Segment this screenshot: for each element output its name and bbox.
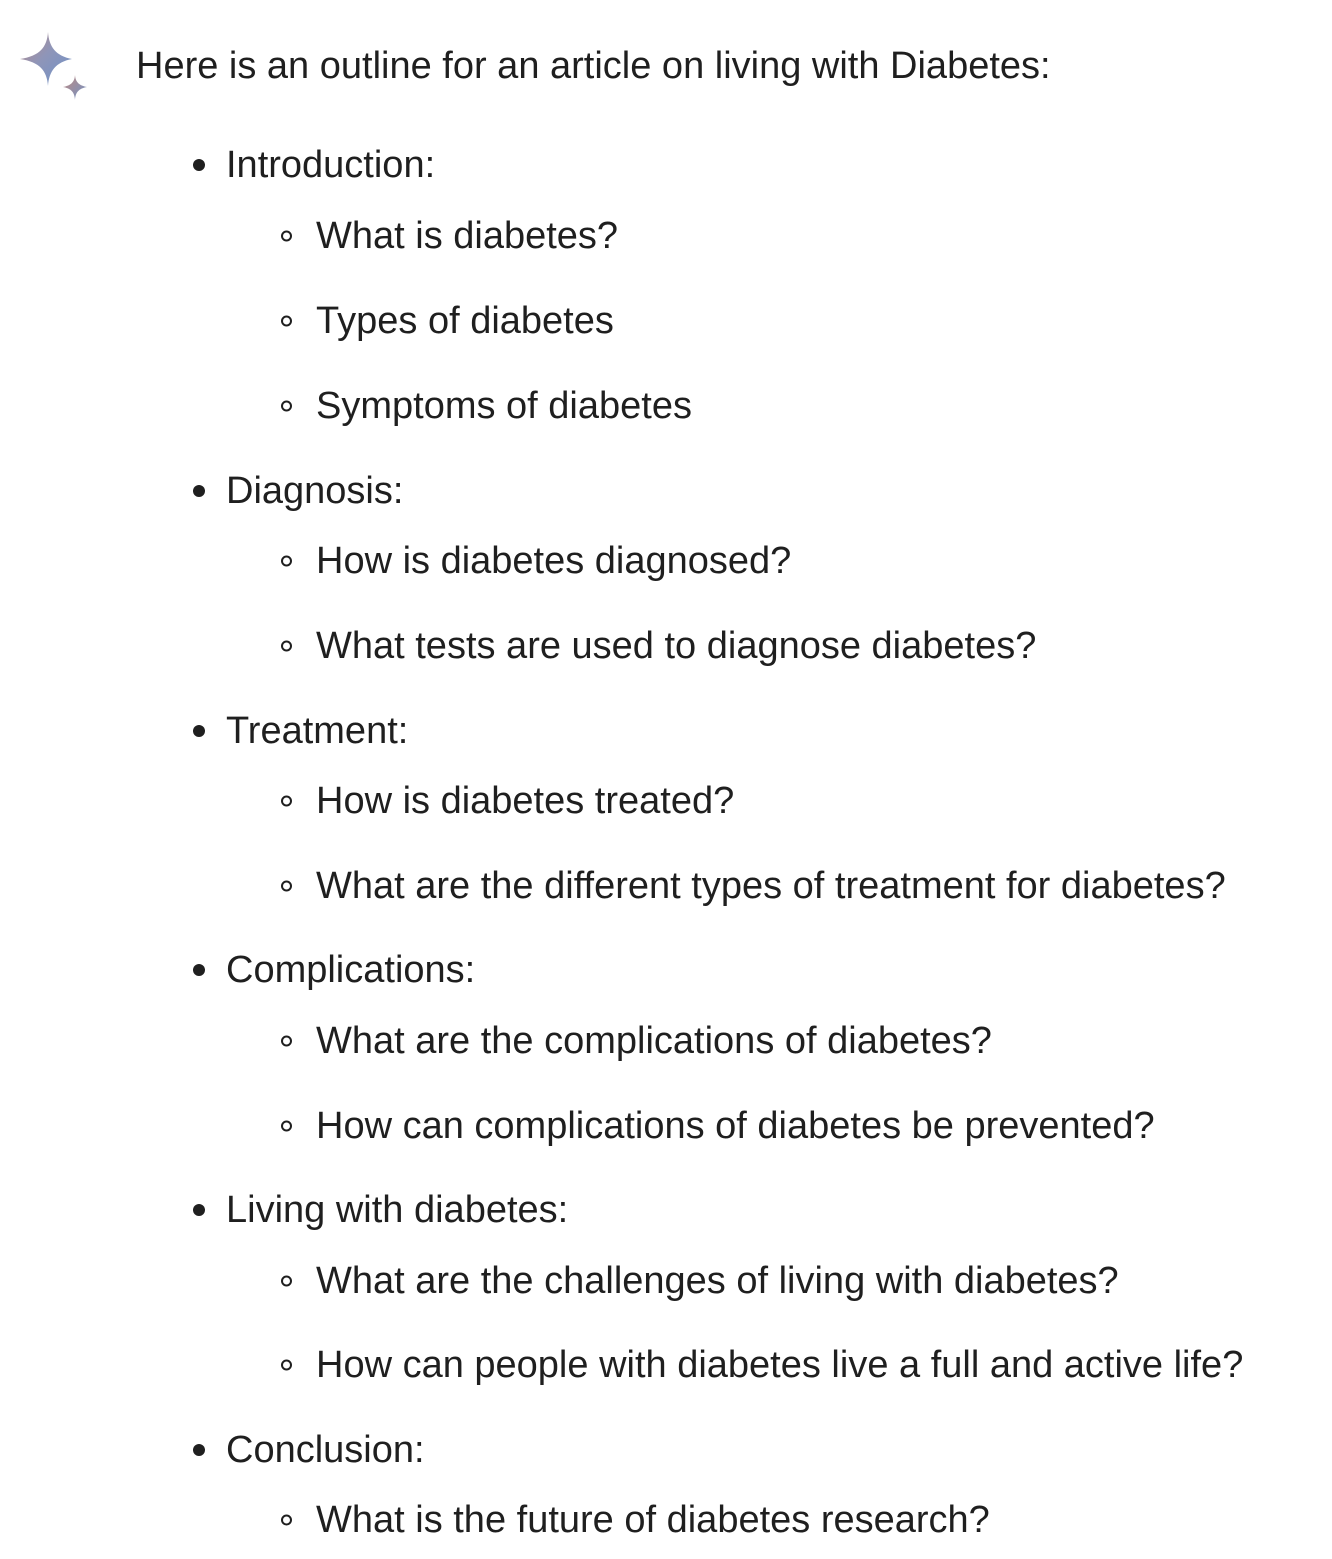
- outline-subitem: What are the complications of diabetes?: [316, 1017, 992, 1065]
- outline-section-title: Conclusion:: [226, 1426, 425, 1474]
- hollow-bullet-icon: [281, 796, 292, 807]
- bullet-icon: [193, 964, 205, 976]
- response-intro: Here is an outline for an article on living with Diabetes:: [136, 45, 1051, 87]
- outline-subitem: How can complications of diabetes be prevented?: [316, 1102, 1155, 1150]
- outline-subitem: Types of diabetes: [316, 297, 614, 345]
- outline-section-title: Living with diabetes:: [226, 1186, 568, 1234]
- outline-subitem: What are the different types of treatment for diabetes?: [316, 862, 1226, 910]
- hollow-bullet-icon: [281, 231, 292, 242]
- outline-section-title: Introduction:: [226, 141, 435, 189]
- hollow-bullet-icon: [281, 1515, 292, 1526]
- bullet-icon: [193, 1204, 205, 1216]
- hollow-bullet-icon: [281, 1276, 292, 1287]
- hollow-bullet-icon: [281, 641, 292, 652]
- outline-section-title: Complications:: [226, 946, 475, 994]
- outline-subitem: Symptoms of diabetes: [316, 382, 692, 430]
- bullet-icon: [193, 725, 205, 737]
- outline-section-title: Diagnosis:: [226, 467, 403, 515]
- hollow-bullet-icon: [281, 316, 292, 327]
- outline-subitem: What is the future of diabetes research?: [316, 1496, 990, 1544]
- outline-subitem: How is diabetes diagnosed?: [316, 537, 791, 585]
- hollow-bullet-icon: [281, 401, 292, 412]
- hollow-bullet-icon: [281, 1360, 292, 1371]
- bullet-icon: [193, 1444, 205, 1456]
- outline-subitem: What are the challenges of living with diabetes?: [316, 1257, 1119, 1305]
- bullet-icon: [193, 159, 205, 171]
- hollow-bullet-icon: [281, 881, 292, 892]
- hollow-bullet-icon: [281, 1121, 292, 1132]
- hollow-bullet-icon: [281, 1036, 292, 1047]
- hollow-bullet-icon: [281, 556, 292, 567]
- outline-subitem: What tests are used to diagnose diabetes?: [316, 622, 1036, 670]
- gemini-sparkle-icon: [18, 30, 92, 104]
- outline-subitem: How can people with diabetes live a full and active life?: [316, 1341, 1243, 1389]
- outline-subitem: How is diabetes treated?: [316, 777, 734, 825]
- outline-subitem: What is diabetes?: [316, 212, 618, 260]
- bullet-icon: [193, 485, 205, 497]
- outline-section-title: Treatment:: [226, 707, 408, 755]
